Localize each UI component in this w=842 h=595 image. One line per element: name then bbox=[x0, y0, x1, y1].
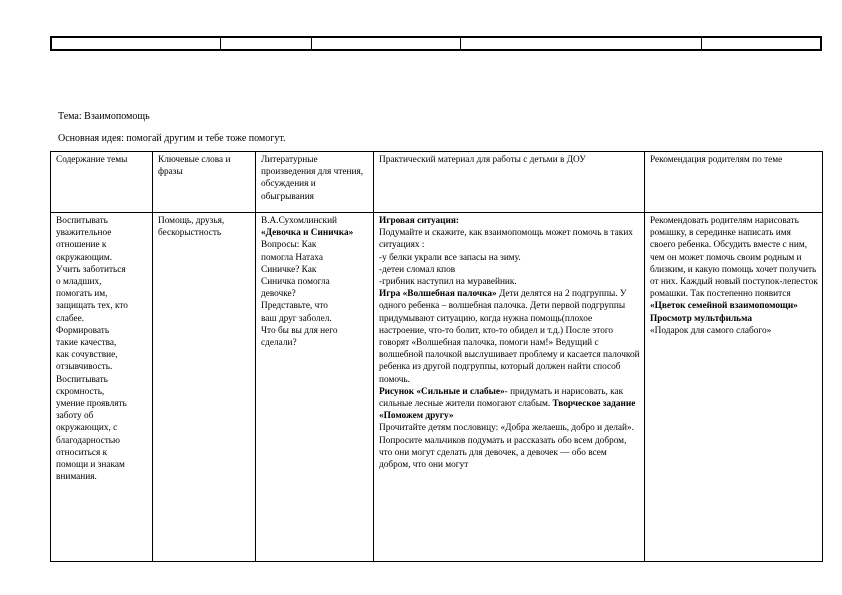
main-idea-line: Основная идея: помогай другим и тебе тоже помогут. bbox=[58, 133, 286, 144]
header-content: Содержание темы bbox=[51, 152, 153, 213]
game-text: Дети делятся на 2 подгруппы. У одного ребенка – волшебная палочка. Дети первой подгруппы придумывают ситуацию, когда нужна помощь(плохое настроение, что-то болит, кто-то обидел и т.д.) После этого говорят «Волшебная палочка, помоги нам!» Ведущий с волшебной палочкой выслушивает проблему и касается палочкой ребенка из другой подгруппы, который должен найти способ помочь. bbox=[379, 289, 640, 385]
plan-table bbox=[50, 151, 823, 562]
cell-practical bbox=[374, 213, 645, 562]
proverb-text: Прочитайте детям пословицу: «Добра желаешь, добро и делай». bbox=[379, 423, 634, 434]
literature-author: В.А.Сухомлинский bbox=[261, 216, 338, 226]
content-line: Формировать bbox=[56, 325, 110, 336]
literature-block bbox=[261, 215, 369, 561]
literature-question-line: Представьте, что bbox=[261, 301, 328, 312]
literature-question-line: Синичке? Как bbox=[261, 264, 317, 275]
top-cell-3 bbox=[312, 37, 461, 50]
header-keywords: Ключевые слова и фразы bbox=[153, 152, 256, 213]
table-header-row bbox=[51, 152, 823, 213]
content-lines bbox=[56, 215, 148, 561]
content-line: окружающим. bbox=[56, 252, 113, 263]
content-line: помогать им, bbox=[56, 289, 108, 300]
content-line: благодарностью bbox=[56, 435, 120, 446]
top-cell-1 bbox=[51, 37, 221, 50]
content-line: отношение к bbox=[56, 240, 107, 251]
literature-title: «Девочка и Синичка» bbox=[261, 228, 354, 239]
header-practical: Практический материал для работы с детьми в ДОУ bbox=[374, 152, 645, 213]
game-paragraph bbox=[379, 289, 640, 384]
content-line: Воспитывать bbox=[56, 374, 108, 385]
top-cell-2 bbox=[221, 37, 312, 50]
literature-question-line: помогла Натаха bbox=[261, 252, 323, 263]
literature-questions bbox=[261, 239, 369, 349]
content-line: помощи и знакам bbox=[56, 460, 125, 471]
content-line: как сочувствие, bbox=[56, 350, 118, 361]
content-line: умение проявлять bbox=[56, 399, 127, 410]
situation-item-3: -грибник наступил на муравейник. bbox=[379, 277, 517, 288]
content-line: отзывчивость. bbox=[56, 362, 113, 373]
literature-question-line: Синичка помогла bbox=[261, 277, 330, 288]
practical-block bbox=[379, 215, 640, 561]
situation-intro: Подумайте и скажите, как взаимопомощь может помочь в таких ситуациях : bbox=[379, 228, 633, 251]
literature-question-line: девочке? bbox=[261, 289, 296, 300]
cell-literature bbox=[256, 213, 374, 562]
keywords-lines bbox=[158, 215, 251, 561]
cell-content bbox=[51, 213, 153, 562]
parents-text-1: Рекомендовать родителям нарисовать ромашку, в серединке написать имя своего ребенка. Обсудить вместе с ним, чем он может помочь своим родным и близким, и какую помощь хочет получить от них. Каждый новый поступок-лепесток ромашки. Так постепенно появится bbox=[650, 216, 818, 300]
literature-question-line: сделали? bbox=[261, 338, 297, 349]
game-title: Игра «Волшебная палочка» bbox=[379, 289, 497, 300]
table-row bbox=[51, 213, 823, 562]
cell-keywords bbox=[153, 213, 256, 562]
situation-item-2: -детеи сломал кпов bbox=[379, 264, 456, 275]
parents-text-2: «Подарок для самого слабого» bbox=[650, 325, 772, 336]
cell-parents bbox=[645, 213, 823, 562]
boys-text: Попросите мальчиков подумать и рассказать обо всем добром, что они могут сделать для девочек, а девочек — обо всем добром, что они могут bbox=[379, 435, 627, 471]
content-line: внимания. bbox=[56, 472, 97, 483]
content-line: такие качества, bbox=[56, 338, 117, 349]
content-line: Воспитывать bbox=[56, 216, 108, 226]
situation-title: Игровая ситуация: bbox=[379, 216, 460, 226]
topic-line: Тема: Взаимопомощь bbox=[58, 111, 150, 122]
content-line: защищать тех, кто bbox=[56, 301, 128, 312]
content-line: о младших, bbox=[56, 277, 102, 288]
content-line: уважительное bbox=[56, 228, 112, 239]
drawing-title: Рисунок «Сильные и слабые» bbox=[379, 386, 505, 397]
parents-bold-1: «Цветок семейной взаимопомощи» bbox=[650, 301, 798, 312]
situation-item-1: -у белки украли все запасы на зиму. bbox=[379, 252, 521, 263]
drawing-paragraph bbox=[379, 386, 640, 423]
literature-question-line: Вопросы: Как bbox=[261, 240, 317, 251]
content-line: скромность, bbox=[56, 386, 105, 397]
literature-question-line: ваш друг заболел. bbox=[261, 313, 332, 324]
creative-title: Творческое задание «Поможем другу» bbox=[379, 399, 636, 422]
content-line: слабее. bbox=[56, 313, 85, 324]
literature-question-line: Что бы вы для него bbox=[261, 325, 338, 336]
top-header-table bbox=[50, 36, 822, 51]
header-literature: Литературные произведения для чтения, обсуждения и обыгрывания bbox=[256, 152, 374, 213]
content-line: относиться к bbox=[56, 447, 108, 458]
content-line: Учить заботиться bbox=[56, 264, 126, 275]
parents-bold-2: Просмотр мультфильма bbox=[650, 313, 753, 324]
top-cell-5 bbox=[702, 37, 822, 50]
keywords-line: Помощь, друзья, bbox=[158, 216, 225, 226]
keywords-line: бескорыстность bbox=[158, 228, 222, 239]
drawing-text: - придумать и нарисовать, как сильные лесные жители помогают слабым. bbox=[379, 386, 624, 410]
top-cell-4 bbox=[461, 37, 702, 50]
content-line: заботу об bbox=[56, 411, 94, 422]
content-line: окружающих, с bbox=[56, 423, 118, 434]
header-parents: Рекомендация родителям по теме bbox=[645, 152, 823, 213]
parents-block bbox=[650, 215, 818, 561]
